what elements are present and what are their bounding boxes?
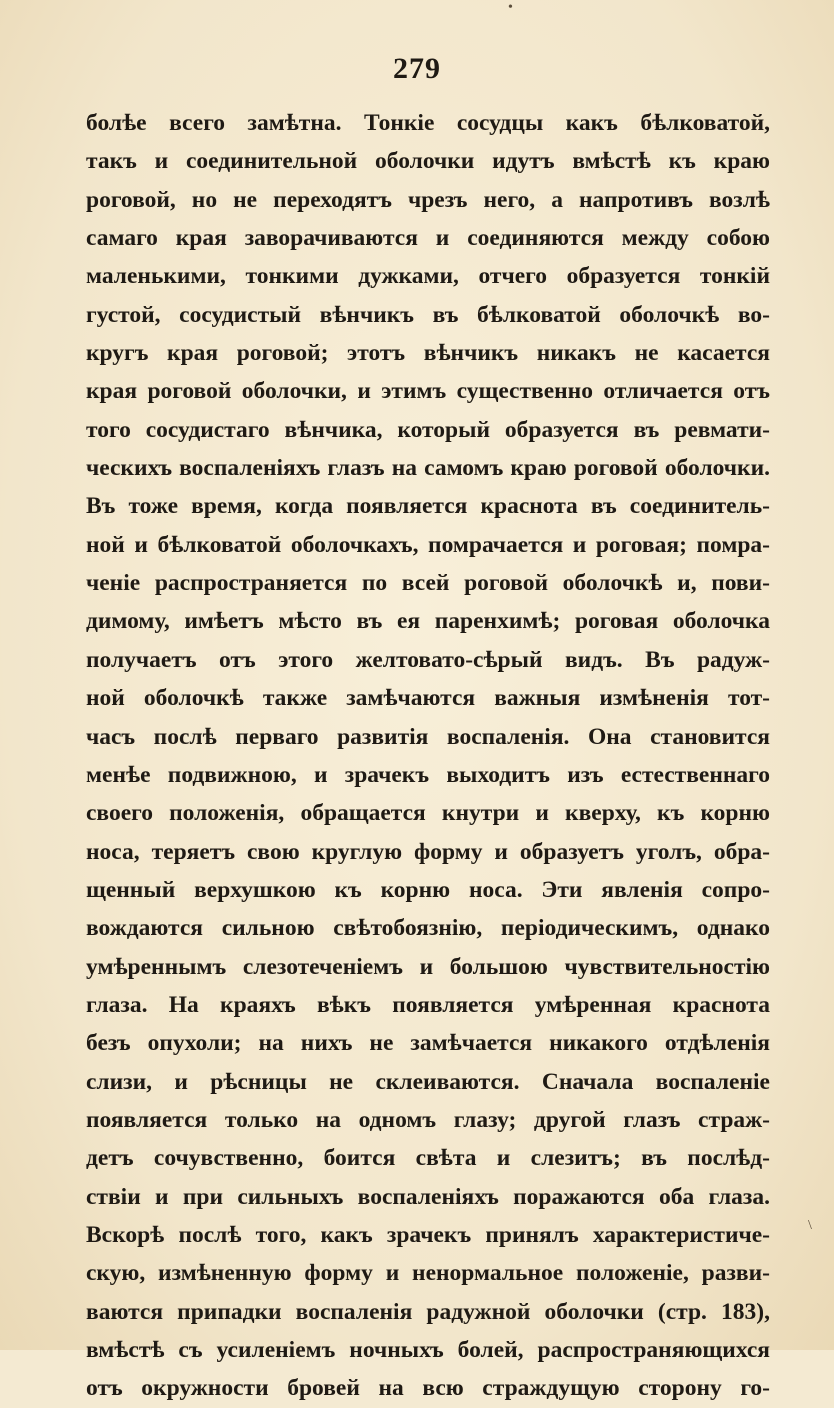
text-line: Въ тоже время, когда появляется краснота въ соединитель-: [86, 493, 770, 520]
text-line: роговой, но не переходятъ чрезъ него, а напротивъ возлѣ: [86, 186, 770, 213]
text-line: кругъ края роговой; этотъ вѣнчикъ никакъ не касается: [86, 340, 770, 367]
text-line: болѣе всего замѣтна. Тонкіе сосудцы какъ бѣлковатой,: [86, 110, 770, 136]
text-line: менѣе подвижною, и зрачекъ выходитъ изъ естественнаго: [86, 761, 770, 788]
text-line: своего положенія, обращается кнутри и кверху, къ корню: [86, 800, 770, 827]
text-line: самаго края заворачиваются и соединяются между собою: [86, 225, 770, 252]
text-line: Вскорѣ послѣ того, какъ зрачекъ принялъ характеристиче-: [86, 1221, 770, 1248]
text-line: вмѣстѣ съ усиленіемъ ночныхъ болей, распространяющихся: [86, 1337, 770, 1363]
text-line: маленькими, тонкими дужками, отчего образуется тонкій: [86, 263, 770, 290]
text-line: часъ послѣ перваго развитія воспаленія. Она становится: [86, 723, 770, 750]
text-line: вождаются сильною свѣтобоязнію, періодическимъ, однако: [86, 915, 770, 942]
text-line: отъ окружности бровей на всю страждущую сторону го-: [86, 1375, 770, 1402]
text-line: ной оболочкѣ также замѣчаются важныя измѣненія тот-: [86, 685, 770, 712]
text-line: появляется только на одномъ глазу; другой глазъ страж-: [86, 1106, 770, 1133]
text-line: такъ и соединительной оболочки идутъ вмѣстѣ къ краю: [86, 148, 770, 175]
text-line: ствіи и при сильныхъ воспаленіяхъ поражаются оба глаза.: [86, 1183, 770, 1210]
text-line: безъ опухоли; на нихъ не замѣчается никакого отдѣленія: [86, 1030, 770, 1057]
text-line: края роговой оболочки, и этимъ существенно отличается отъ: [86, 378, 770, 405]
text-line: скую, измѣненную форму и ненормальное положеніе, разви-: [86, 1260, 770, 1287]
text-line: того сосудистаго вѣнчика, который образуется въ ревмати-: [86, 416, 770, 443]
text-line: ческихъ воспаленіяхъ глазъ на самомъ краю роговой оболочки.: [86, 455, 770, 482]
text-line: детъ сочувственно, боится свѣта и слезитъ; въ послѣд-: [86, 1145, 770, 1172]
text-line: носа, теряетъ свою круглую форму и образуетъ уголъ, обра-: [86, 838, 770, 865]
text-line: ваются припадки воспаленія радужной оболочки (стр. 183),: [86, 1298, 770, 1325]
text-line: ной и бѣлковатой оболочкахъ, помрачается и роговая; помра-: [86, 531, 770, 558]
text-line: глаза. На краяхъ вѣкъ появляется умѣренная краснота: [86, 991, 770, 1018]
scan-speck: \: [808, 1218, 812, 1233]
text-line: умѣреннымъ слезотеченіемъ и большою чувствительностію: [86, 953, 770, 980]
text-line: щенный верхушкою къ корню носа. Эти явленія сопро-: [86, 876, 770, 903]
scan-speck: •: [508, 0, 513, 15]
text-line: получаетъ отъ этого желтовато-сѣрый видъ. Въ радуж-: [86, 646, 770, 673]
page-number: 279: [393, 52, 441, 85]
text-line: слизи, и рѣсницы не склеиваются. Сначала воспаленіе: [86, 1068, 770, 1095]
body-text: [86, 104, 770, 1408]
text-line: димому, имѣетъ мѣсто въ ея паренхимѣ; роговая оболочка: [86, 608, 770, 635]
text-line: густой, сосудистый вѣнчикъ въ бѣлковатой оболочкѣ во-: [86, 301, 770, 328]
text-line: ченіе распространяется по всей роговой оболочкѣ и, пови-: [86, 570, 770, 597]
